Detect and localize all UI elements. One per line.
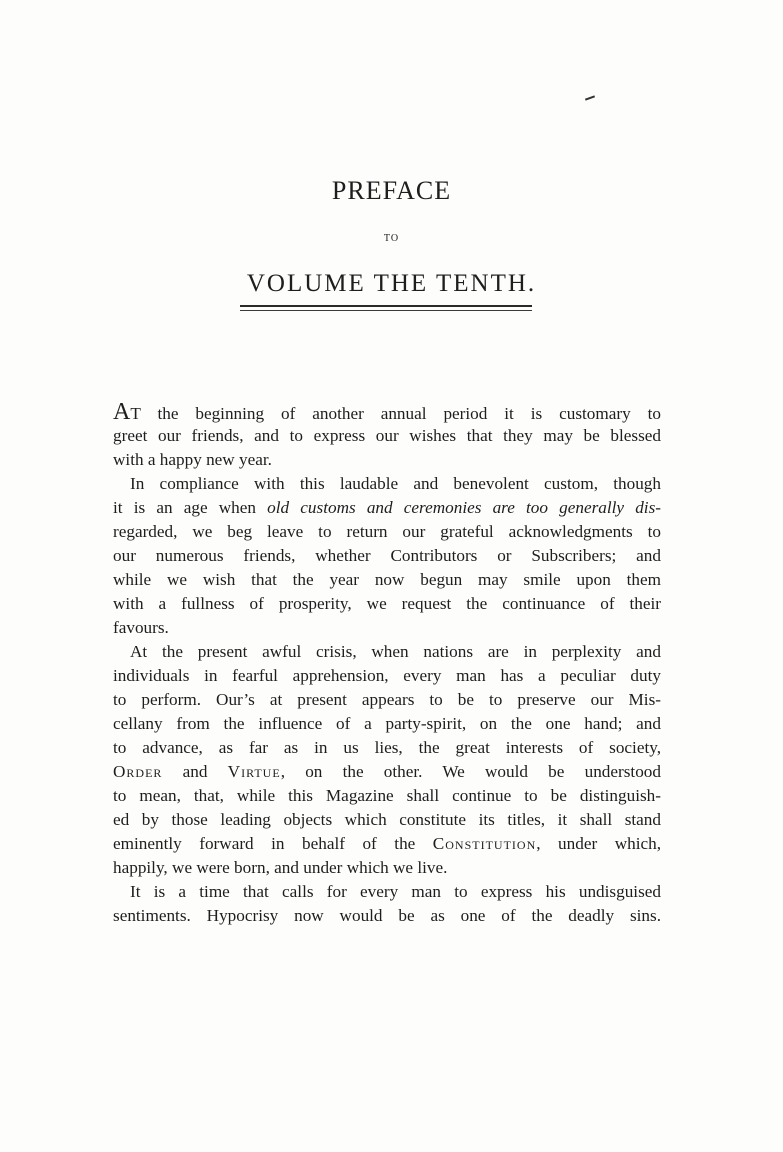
text-fragment: greet our friends, and to express our wishes that they may be blessed	[113, 426, 661, 445]
text-line	[113, 520, 661, 544]
small-caps-term: Virtue	[227, 762, 281, 781]
text-fragment: our numerous friends, whether Contributors or Subscribers; and	[113, 546, 661, 565]
text-fragment: sentiments. Hypocrisy now would be as one of the deadly sins.	[113, 906, 661, 925]
title-rule-thick	[240, 305, 532, 307]
text-line	[113, 832, 661, 856]
small-caps-term: Constitution	[432, 834, 537, 853]
text-line	[113, 616, 661, 640]
title-connector: TO	[383, 233, 400, 244]
text-line	[113, 496, 661, 520]
text-fragment: individuals in fearful apprehension, every man has a peculiar duty	[113, 666, 661, 685]
text-fragment: , on the other. We would be understood	[280, 762, 661, 781]
text-line	[113, 712, 661, 736]
italic-phrase: old customs and ceremonies are too generally dis-	[267, 498, 661, 517]
text-line	[113, 472, 661, 496]
text-fragment: eminently forward in behalf of the	[113, 834, 433, 853]
text-line	[113, 592, 661, 616]
text-fragment: while we wish that the year now begun may smile upon them	[113, 570, 661, 589]
page-subtitle: VOLUME THE TENTH.	[246, 270, 537, 297]
text-fragment: regarded, we beg leave to return our grateful acknowledgments to	[113, 522, 661, 541]
text-line	[113, 880, 661, 904]
text-fragment: with a happy new year.	[113, 450, 272, 469]
text-line	[113, 664, 661, 688]
text-fragment: to mean, that, while this Magazine shall continue to be distinguish-	[113, 786, 661, 805]
text-line	[113, 544, 661, 568]
text-line	[113, 736, 661, 760]
preface-body	[113, 400, 661, 928]
text-line	[113, 448, 661, 472]
text-line	[113, 856, 661, 880]
title-rule-thin	[240, 310, 532, 311]
text-fragment: with a fullness of prosperity, we request the continuance of their	[113, 594, 661, 613]
small-caps-term: Order	[113, 762, 163, 781]
text-fragment: happily, we were born, and under which we live.	[113, 858, 448, 877]
text-fragment: T the beginning of another annual period it is customary to	[130, 404, 661, 423]
text-fragment: favours.	[113, 618, 169, 637]
text-line	[113, 568, 661, 592]
text-fragment: and	[162, 762, 228, 781]
text-line	[113, 688, 661, 712]
text-fragment: to perform. Our’s at present appears to be to preserve our Mis-	[113, 690, 661, 709]
text-fragment: In compliance with this laudable and benevolent custom, though	[130, 474, 661, 493]
text-fragment: ed by those leading objects which constitute its titles, it shall stand	[113, 810, 661, 829]
text-line	[113, 640, 661, 664]
text-fragment: , under which,	[536, 834, 661, 853]
ink-mark	[585, 95, 595, 100]
text-line	[113, 760, 661, 784]
drop-cap: A	[113, 399, 131, 425]
text-fragment: At the present awful crisis, when nations are in perplexity and	[130, 642, 661, 661]
text-line	[113, 400, 661, 424]
text-line	[113, 808, 661, 832]
text-fragment: to advance, as far as in us lies, the great interests of society,	[113, 738, 661, 757]
text-fragment: It is a time that calls for every man to express his undisguised	[130, 882, 661, 901]
text-line	[113, 424, 661, 448]
text-line	[113, 904, 661, 928]
page-title: PREFACE	[331, 176, 452, 205]
text-line	[113, 784, 661, 808]
text-fragment: it is an age when	[113, 498, 268, 517]
text-fragment: cellany from the influence of a party-spirit, on the one hand; and	[113, 714, 661, 733]
